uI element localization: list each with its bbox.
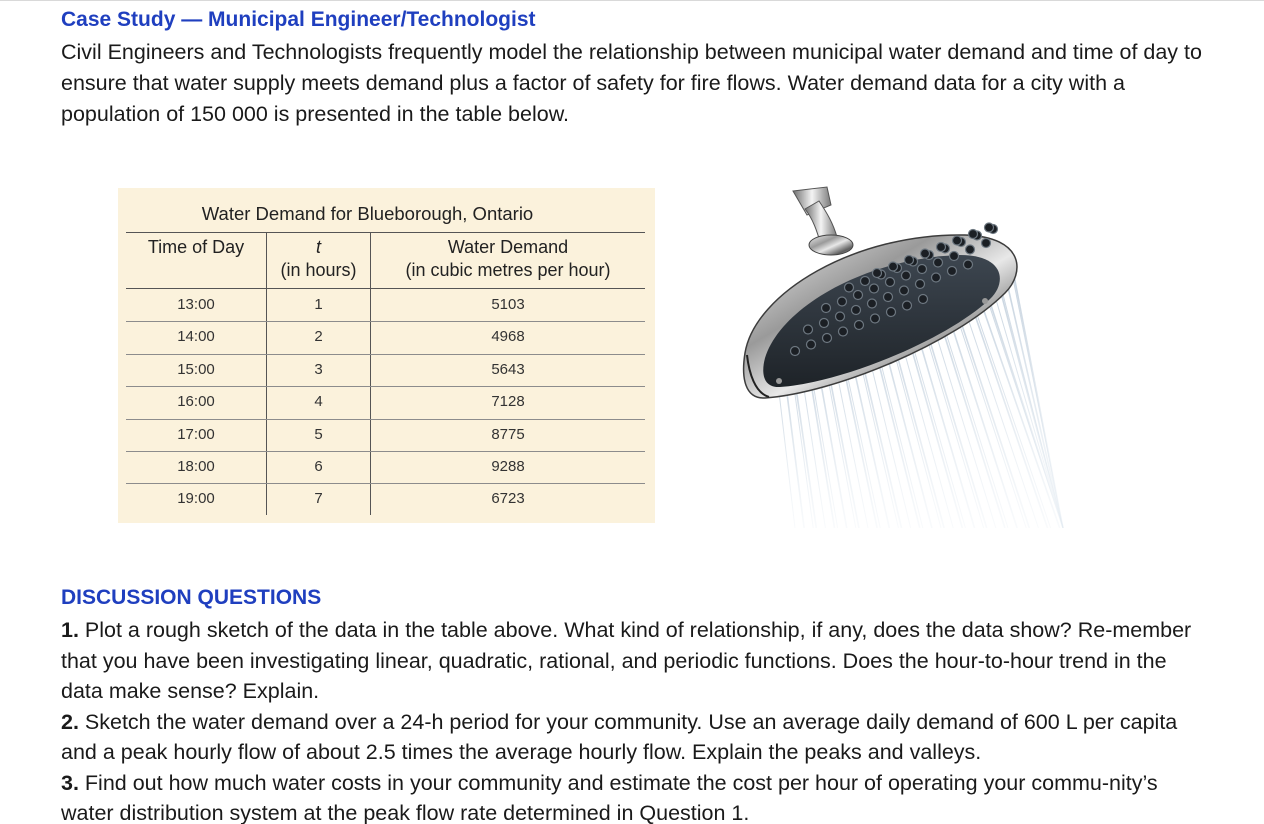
question-number: 3. — [61, 770, 79, 795]
cell-t: 1 — [314, 296, 323, 313]
row-divider — [126, 321, 645, 322]
cell-demand: 6723 — [491, 490, 525, 508]
nozzle — [964, 260, 973, 269]
case-study-title: Case Study — Municipal Engineer/Technologist — [61, 8, 536, 31]
nozzle — [953, 236, 962, 245]
question-number: 1. — [61, 618, 79, 642]
header-time-of-day: Time of Day — [147, 237, 245, 257]
nozzle — [985, 223, 994, 232]
row-divider — [126, 354, 645, 355]
cell-t: 7 — [314, 490, 323, 508]
question-number: 2. — [61, 709, 79, 734]
water-demand-table-panel — [118, 188, 655, 523]
nozzle — [889, 262, 898, 271]
cell-time: 15:00 — [177, 360, 215, 378]
header-water-demand: Water Demand — [447, 237, 569, 257]
water-demand-table — [126, 197, 645, 515]
cell-demand: 5643 — [491, 360, 525, 378]
cell-time: 13:00 — [177, 296, 215, 313]
nozzle — [919, 295, 928, 304]
cell-t: 6 — [314, 458, 323, 475]
water-stream — [1001, 255, 1063, 528]
cell-demand: 7128 — [491, 393, 525, 411]
nozzle — [855, 321, 864, 330]
question-text: Plot a rough sketch of the data in the table above. What kind of relationship, if any, does the data show? Re-member that you have been investigating linear, quadratic, rational, and periodic functions. Does the hour-to-hour trend in the data make sense? Explain. — [61, 618, 1192, 703]
nozzle — [861, 277, 870, 286]
table-caption: Water Demand for Blueborough, Ontario — [201, 203, 534, 224]
nozzle — [868, 299, 877, 308]
nozzle — [807, 340, 816, 349]
question-1 — [61, 615, 1201, 707]
nozzle — [854, 291, 863, 300]
nozzle — [900, 286, 909, 295]
page-top-rule — [0, 0, 1264, 1]
nozzle — [884, 293, 893, 302]
cell-t: 5 — [314, 425, 323, 443]
discussion-questions — [61, 615, 1201, 824]
question-2 — [61, 707, 1201, 768]
table-header-rule — [126, 288, 645, 289]
table-top-rule — [126, 232, 645, 233]
row-divider — [126, 451, 645, 452]
cell-time: 14:00 — [177, 328, 215, 346]
nozzle — [838, 297, 847, 306]
header-demand-units: (in cubic metres per hour) — [405, 260, 611, 280]
cell-t: 4 — [314, 393, 323, 411]
nozzle — [969, 230, 978, 239]
nozzle — [791, 347, 800, 356]
row-divider — [126, 386, 645, 387]
nozzle — [903, 301, 912, 310]
nozzle — [916, 280, 925, 289]
nozzle — [950, 252, 959, 261]
nozzle — [870, 284, 879, 293]
nozzle — [966, 245, 975, 254]
nozzle — [905, 256, 914, 265]
row-divider — [126, 483, 645, 484]
nozzle — [804, 325, 813, 334]
nozzle — [823, 334, 832, 343]
nozzle — [902, 271, 911, 280]
nozzle — [918, 265, 927, 274]
nozzle — [948, 267, 957, 276]
cell-t: 2 — [314, 328, 323, 346]
question-3 — [61, 768, 1201, 824]
cell-demand: 4968 — [491, 328, 525, 346]
header-t: t — [315, 237, 321, 257]
nozzle — [845, 283, 854, 292]
header-t-units: (in hours) — [280, 260, 357, 280]
cell-time: 18:00 — [177, 458, 215, 475]
cell-demand: 8775 — [491, 425, 525, 443]
nozzle — [822, 304, 831, 313]
nozzle — [932, 273, 941, 282]
nozzle — [887, 308, 896, 317]
discussion-title: DISCUSSION QUESTIONS — [61, 586, 322, 609]
nozzle — [852, 306, 861, 315]
nozzle — [836, 312, 845, 321]
nozzle — [934, 258, 943, 267]
case-study-intro: Civil Engineers and Technologists frequently model the relationship between municipal water demand and time of day to ensure that water supply meets demand plus a factor of safety for fire flows. Water demand data for a city with a population of 150 000 is presented in the table below. — [61, 40, 1202, 126]
nozzle — [937, 243, 946, 252]
nozzle — [873, 269, 882, 278]
cell-demand: 5103 — [491, 296, 525, 313]
nozzle — [921, 249, 930, 258]
row-divider — [126, 419, 645, 420]
shower-head-icon — [735, 183, 1065, 528]
cell-t: 3 — [314, 360, 323, 378]
cell-time: 19:00 — [177, 490, 215, 508]
cell-time: 17:00 — [177, 425, 215, 443]
nozzle — [839, 327, 848, 336]
water-stream — [985, 262, 1063, 528]
nozzle — [820, 319, 829, 328]
nozzle — [982, 239, 991, 248]
question-text: Find out how much water costs in your community and estimate the cost per hour of operating your commu-nity’s water distribution system at the peak flow rate determined in Question 1. — [61, 770, 1158, 824]
nozzle — [886, 278, 895, 287]
question-text: Sketch the water demand over a 24-h period for your community. Use an average daily demand of 600 L per capita and a peak hourly flow of about 2.5 times the average hourly flow. Explain the peaks and valleys. — [61, 709, 1178, 764]
nozzle — [871, 314, 880, 323]
cell-demand: 9288 — [491, 458, 525, 475]
cell-time: 16:00 — [177, 393, 215, 411]
